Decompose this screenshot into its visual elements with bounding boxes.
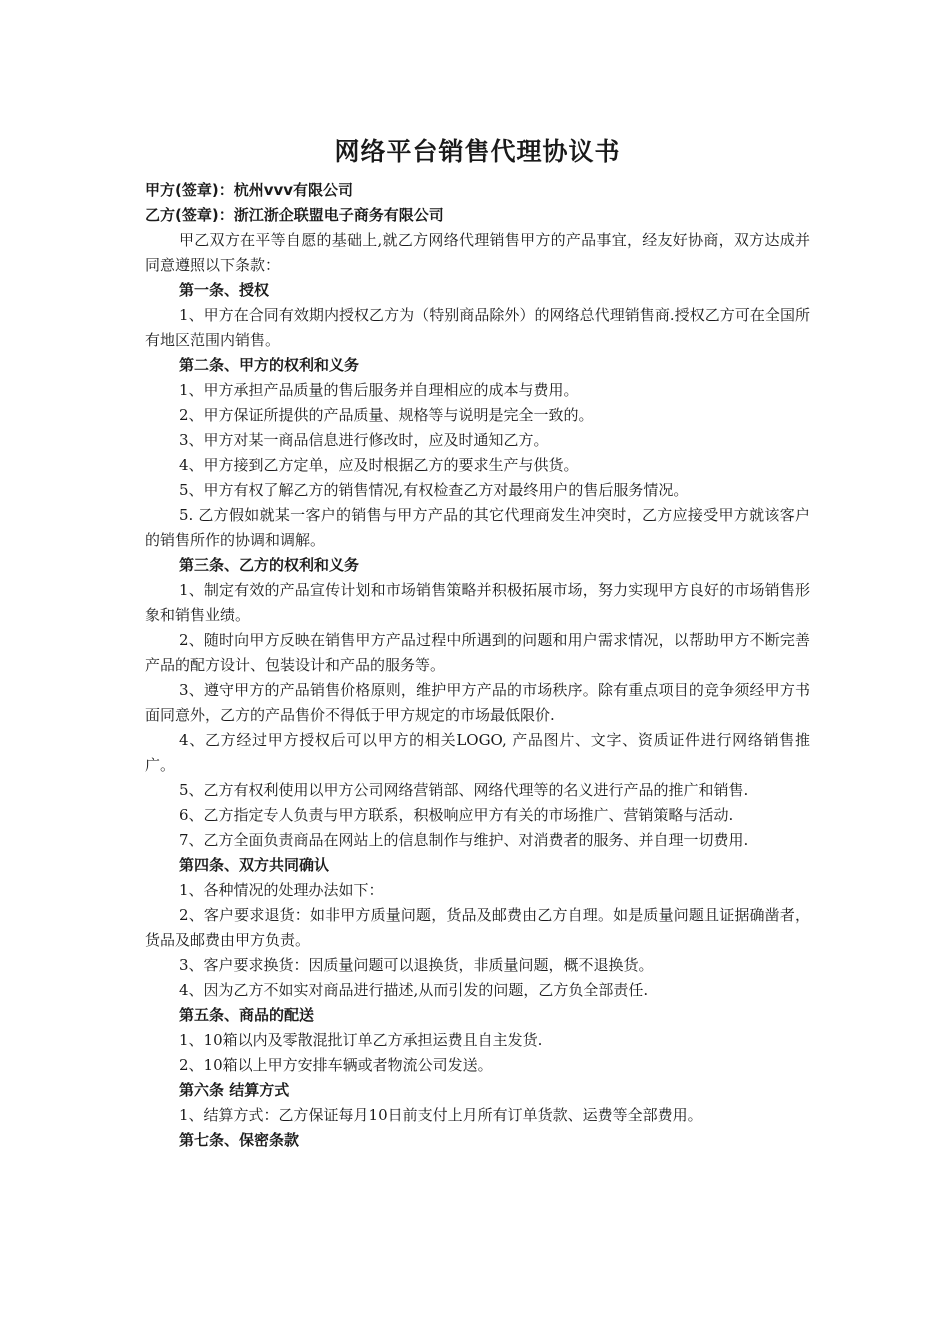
clause-item: 7、乙方全面负责商品在网站上的信息制作与维护、对消费者的服务、并自理一切费用. <box>179 831 749 849</box>
section-3 <box>145 553 810 853</box>
clause-item: 3、甲方对某一商品信息进行修改时，应及时通知乙方。 <box>179 431 549 449</box>
section-heading: 第七条、保密条款 <box>179 1131 300 1149</box>
section-heading: 第二条、甲方的权利和义务 <box>179 356 360 374</box>
clause-item: 6、乙方指定专人负责与甲方联系，积极响应甲方有关的市场推广、营销策略与活动. <box>179 806 734 824</box>
clause-item: 1、甲方承担产品质量的售后服务并自理相应的成本与费用。 <box>179 381 579 399</box>
section-heading: 第四条、双方共同确认 <box>179 856 330 874</box>
party-a-line: 甲方(签章)：杭州vvv有限公司 <box>145 181 354 199</box>
section-heading: 第一条、授权 <box>179 281 270 299</box>
clause-item: 4、甲方接到乙方定单，应及时根据乙方的要求生产与供货。 <box>179 456 579 474</box>
clause-item: 1、制定有效的产品宣传计划和市场销售策略并积极拓展市场，努力实现甲方良好的市场销售形象和销售业绩。 <box>145 581 810 624</box>
clause-item: 3、客户要求换货：因质量问题可以退换货，非质量问题，概不退换货。 <box>179 956 654 974</box>
clause-item: 1、甲方在合同有效期内授权乙方为（特别商品除外）的网络总代理销售商.授权乙方可在全国所有地区范围内销售。 <box>145 306 810 349</box>
party-b-line: 乙方(签章)：浙江浙企联盟电子商务有限公司 <box>145 206 444 224</box>
clause-item: 3、遵守甲方的产品销售价格原则，维护甲方产品的市场秩序。除有重点项目的竞争须经甲方书面同意外，乙方的产品售价不得低于甲方规定的市场最低限价. <box>145 681 810 724</box>
section-1 <box>145 278 810 353</box>
clause-item: 4、因为乙方不如实对商品进行描述,从而引发的问题，乙方负全部责任. <box>179 981 649 999</box>
clause-item: 1、结算方式：乙方保证每月10日前支付上月所有订单货款、运费等全部费用。 <box>179 1106 703 1124</box>
section-heading: 第六条 结算方式 <box>179 1081 290 1099</box>
clause-item: 1、各种情况的处理办法如下： <box>179 881 384 899</box>
section-heading: 第三条、乙方的权利和义务 <box>179 556 360 574</box>
clause-item: 4、乙方经过甲方授权后可以甲方的相关LOGO, 产品图片、文字、资质证件进行网络销售推广。 <box>145 731 810 774</box>
document-page <box>145 132 810 1153</box>
clause-item: 2、10箱以上甲方安排车辆或者物流公司发送。 <box>179 1056 493 1074</box>
clause-item: 5. 乙方假如就某一客户的销售与甲方产品的其它代理商发生冲突时，乙方应接受甲方就该客户的销售所作的协调和调解。 <box>145 506 810 549</box>
clause-item: 5、乙方有权利使用以甲方公司网络营销部、网络代理等的名义进行产品的推广和销售. <box>179 781 749 799</box>
section-5 <box>145 1003 810 1078</box>
section-6 <box>145 1078 810 1128</box>
document-title: 网络平台销售代理协议书 <box>334 137 621 166</box>
clause-item: 1、10箱以内及零散混批订单乙方承担运费且自主发货. <box>179 1031 543 1049</box>
section-7 <box>145 1128 810 1153</box>
clause-item: 2、随时向甲方反映在销售甲方产品过程中所遇到的问题和用户需求情况，以帮助甲方不断完善产品的配方设计、包装设计和产品的服务等。 <box>145 631 810 674</box>
section-2 <box>145 353 810 553</box>
clause-item: 5、甲方有权了解乙方的销售情况,有权检查乙方对最终用户的售后服务情况。 <box>179 481 689 499</box>
intro-paragraph: 甲乙双方在平等自愿的基础上,就乙方网络代理销售甲方的产品事宜，经友好协商，双方达成并同意遵照以下条款： <box>145 231 810 274</box>
section-heading: 第五条、商品的配送 <box>179 1006 315 1024</box>
clause-item: 2、甲方保证所提供的产品质量、规格等与说明是完全一致的。 <box>179 406 594 424</box>
section-4 <box>145 853 810 1003</box>
clause-item: 2、客户要求退货：如非甲方质量问题，货品及邮费由乙方自理。如是质量问题且证据确凿者，货品及邮费由甲方负责。 <box>145 906 810 949</box>
